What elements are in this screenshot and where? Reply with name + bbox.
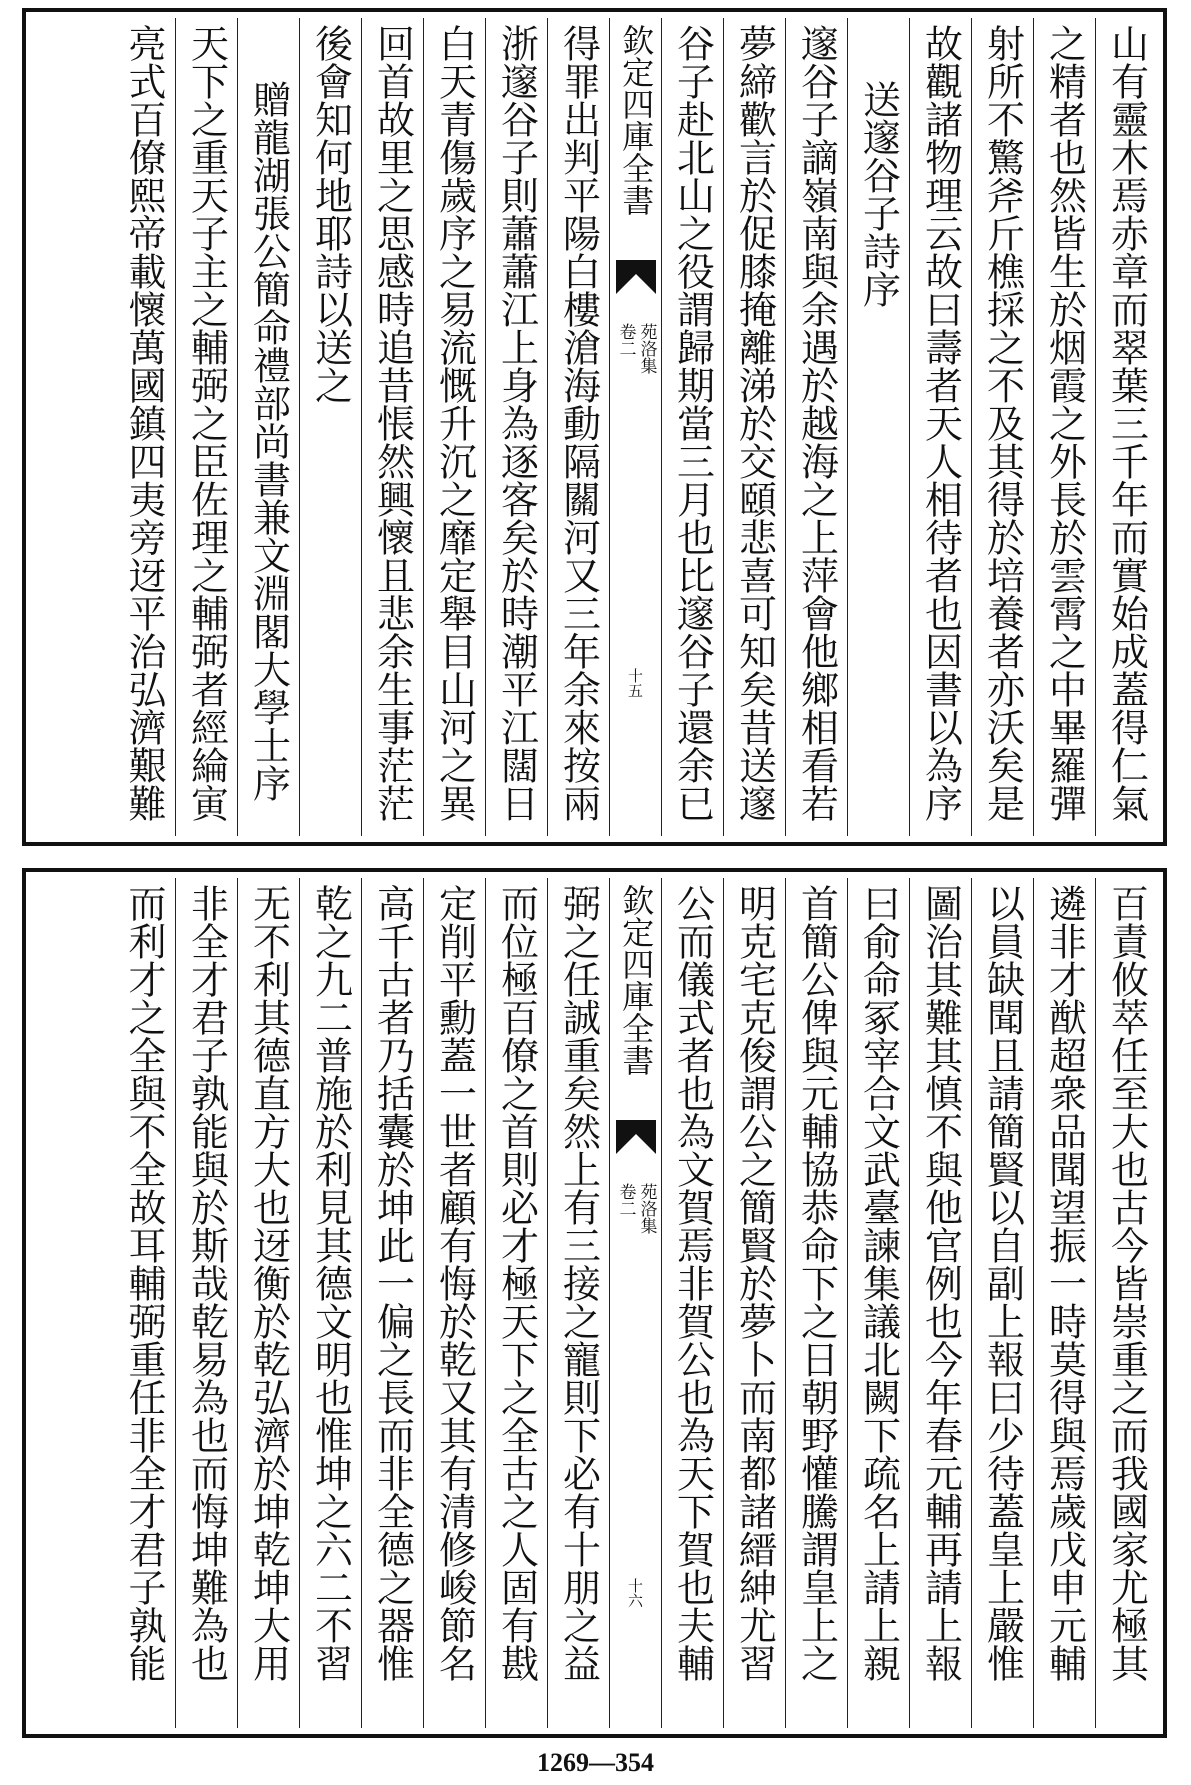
text-column (113, 878, 175, 1728)
column-text: 山有靈木焉赤章而翠葉三千年而實始成蓋得仁氣 (1104, 24, 1149, 822)
text-column (1033, 878, 1095, 1728)
column-text: 百責攸萃任至大也古今皆崇重之而我國家尤極其 (1104, 884, 1149, 1682)
column-text: 遴非才猷超衆品聞望振一時莫得與焉歲戊申元輔 (1042, 884, 1087, 1682)
collection-label: 苑洛集 (636, 323, 657, 374)
column-text: 非全才君子孰能與於斯哉乾易為也而悔坤難為也 (184, 884, 229, 1682)
column-text: 夢締歡言於促膝掩離涕於交頤悲喜可知矣昔送邃 (732, 24, 777, 822)
text-column (113, 18, 175, 836)
text-column (175, 18, 237, 836)
fishtail-mark-icon (616, 260, 656, 296)
top-text-columns (32, 18, 1157, 836)
column-text: 回首故里之思感時追昔悵然興懷且悲余生事茫茫 (370, 24, 415, 822)
text-column (909, 18, 971, 836)
book-title: 欽定四庫全書 (617, 24, 656, 216)
column-text: 後會知何地耶詩以送之 (308, 24, 353, 404)
text-column (971, 878, 1033, 1728)
text-column (723, 878, 785, 1728)
section-heading-column (847, 18, 909, 836)
text-column (361, 878, 423, 1728)
column-text: 乾之九二普施於利見其德文明也惟坤之六二不習 (308, 884, 353, 1682)
column-text: 定削平勳蓋一世者顧有悔於乾又其有清修峻節名 (432, 884, 477, 1682)
page-code: 1269—354 (537, 1748, 654, 1777)
column-text: 而位極百僚之首則必才極天下之全古之人固有戡 (494, 884, 539, 1682)
column-text: 浙邃谷子則蕭蕭江上身為逐客矣於時潮平江闊日 (494, 24, 539, 822)
text-column (547, 18, 609, 836)
book-title: 欽定四庫全書 (617, 884, 656, 1076)
text-column (175, 878, 237, 1728)
section-heading-column (237, 18, 299, 836)
bottom-text-columns (32, 878, 1157, 1728)
column-text: 天下之重天子主之輔弼之臣佐理之輔弼者經綸寅 (184, 24, 229, 822)
center-fold-strip (609, 18, 661, 836)
text-column (909, 878, 971, 1728)
collection-label: 苑洛集 (636, 1183, 657, 1234)
column-text: 谷子赴北山之役謂歸期當三月也比邃谷子還余已 (670, 24, 715, 822)
text-column (785, 18, 847, 836)
text-column (423, 18, 485, 836)
section-heading: 贈龍湖張公簡命禮部尚書兼文淵閣大學士序 (246, 80, 291, 802)
text-column (971, 18, 1033, 836)
column-text: 公而儀式者也為文賀焉非賀公也為天下賀也夫輔 (670, 884, 715, 1682)
text-column (1095, 878, 1157, 1728)
text-column (423, 878, 485, 1728)
column-text: 曰俞命冢宰合文武臺諫集議北闕下疏名上請上親 (856, 884, 901, 1682)
column-text: 弼之任誠重矣然上有三接之寵則下必有十朋之益 (556, 884, 601, 1682)
column-text: 而利才之全與不全故耳輔弼重任非全才君子孰能 (122, 884, 166, 1682)
text-column (723, 18, 785, 836)
text-column (785, 878, 847, 1728)
column-text: 之精者也然皆生於烟霞之外長於雲霄之中畢羅彈 (1042, 24, 1087, 822)
page-number: 十五 (626, 668, 644, 698)
column-text: 白天青傷歲序之易流慨升沉之靡定舉目山河之異 (432, 24, 477, 822)
column-text: 首簡公俾與元輔協恭命下之日朝野懽騰謂皇上之 (794, 884, 839, 1682)
text-column (1095, 18, 1157, 836)
text-column (1033, 18, 1095, 836)
column-text: 明克宅克俊謂公之簡賢於夢卜而南都諸縉紳尤習 (732, 884, 777, 1682)
text-column (237, 878, 299, 1728)
column-text: 高千古者乃括囊於坤此一偏之長而非全德之器惟 (370, 884, 415, 1682)
text-column (361, 18, 423, 836)
column-text: 邃谷子謫嶺南與余遇於越海之上萍會他鄉相看若 (794, 24, 839, 822)
bottom-page-frame (22, 868, 1167, 1738)
center-fold-strip (609, 878, 661, 1728)
volume-label: 卷二 (615, 323, 636, 357)
column-text: 故觀諸物理云故曰壽者天人相待者也因書以為序 (918, 24, 963, 822)
top-page-frame (22, 8, 1167, 846)
column-text: 圖治其難其慎不與他官例也今年春元輔再請上報 (918, 884, 963, 1682)
text-column (847, 878, 909, 1728)
text-column (299, 878, 361, 1728)
text-column (485, 18, 547, 836)
column-text: 以員缺聞且請簡賢以自副上報曰少待蓋皇上嚴惟 (980, 884, 1025, 1682)
volume-label: 卷二 (615, 1183, 636, 1217)
text-column (661, 878, 723, 1728)
fishtail-mark-icon (616, 1120, 656, 1156)
column-text: 亮式百僚熙帝載懷萬國鎮四夷旁迓平治弘濟艱難 (122, 24, 166, 822)
section-heading: 送邃谷子詩序 (856, 80, 901, 308)
column-text: 无不利其德直方大也迓衡於乾弘濟於坤乾坤大用 (246, 884, 291, 1682)
text-column (547, 878, 609, 1728)
page-number: 十六 (626, 1578, 644, 1608)
text-column (299, 18, 361, 836)
text-column (661, 18, 723, 836)
text-column (485, 878, 547, 1728)
column-text: 得罪出判平陽白樓滄海動隔關河又三年余來按兩 (556, 24, 601, 822)
column-text: 射所不驚斧斤樵採之不及其得於培養者亦沃矣是 (980, 24, 1025, 822)
